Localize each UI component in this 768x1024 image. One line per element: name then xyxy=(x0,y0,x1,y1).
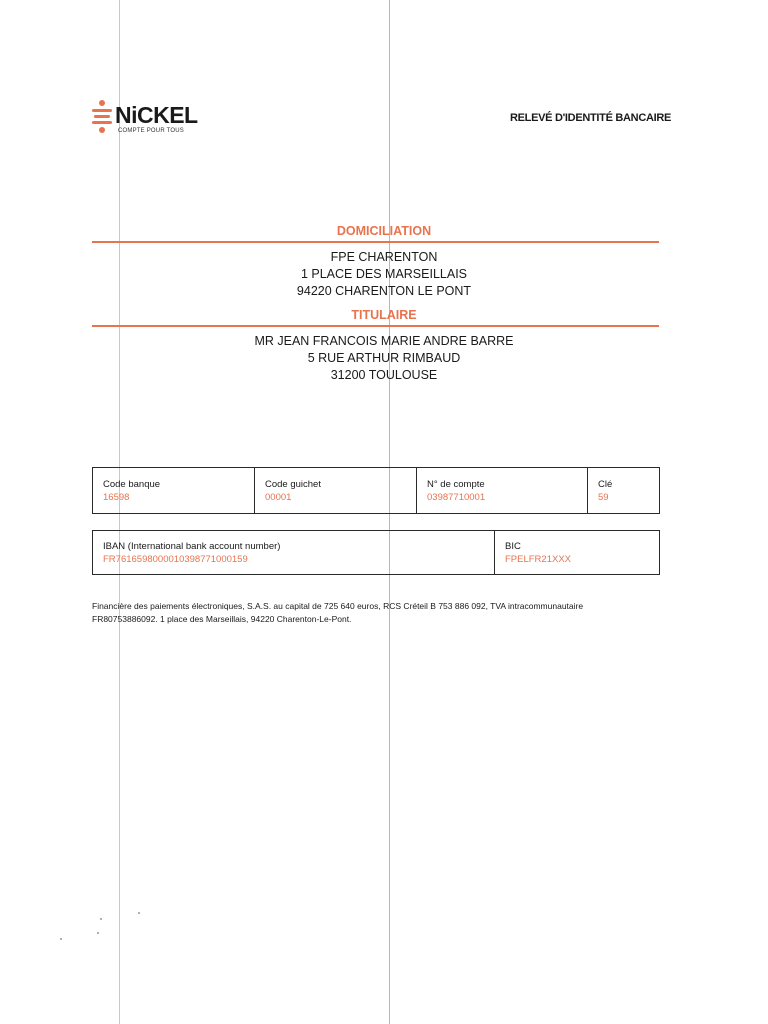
titulaire-line-3: 31200 TOULOUSE xyxy=(330,368,438,382)
document-title: RELEVÉ D'IDENTITÉ BANCAIRE xyxy=(510,112,672,124)
iban-label: IBAN (International bank account number) xyxy=(103,541,281,552)
logo-name: NiCKEL xyxy=(115,102,198,128)
numero-compte-cell xyxy=(416,468,587,513)
code-banque-cell xyxy=(93,468,254,513)
cle-cell xyxy=(587,468,659,513)
numero-compte-value: 03987710001 xyxy=(427,492,486,503)
code-banque-label: Code banque xyxy=(103,479,161,490)
scan-speck xyxy=(97,932,99,934)
bic-value: FPELFR21XXX xyxy=(505,554,571,565)
numero-compte-label: N° de compte xyxy=(427,479,485,490)
scan-speck xyxy=(138,912,140,914)
domiciliation-heading: DOMICILIATION xyxy=(336,224,432,238)
titulaire-line-1: MR JEAN FRANCOIS MARIE ANDRE BARRE xyxy=(254,334,514,348)
iban-value: FR7616598000010398771000159 xyxy=(103,554,248,565)
code-guichet-label: Code guichet xyxy=(265,479,321,490)
iban-bic-table xyxy=(92,530,660,575)
code-guichet-value: 00001 xyxy=(265,492,292,503)
domiciliation-line-3: 94220 CHARENTON LE PONT xyxy=(296,284,472,298)
bank-codes-table xyxy=(92,467,660,514)
cle-value: 59 xyxy=(598,492,609,503)
domiciliation-line-1: FPE CHARENTON xyxy=(330,250,438,264)
legal-footer-line-2: FR80753886092. 1 place des Marseillais, 94220 Charenton-Le-Pont. xyxy=(92,614,352,624)
iban-cell xyxy=(93,531,494,574)
domiciliation-divider xyxy=(92,241,659,243)
bic-label: BIC xyxy=(505,541,521,552)
code-guichet-cell xyxy=(254,468,416,513)
legal-footer xyxy=(92,600,652,626)
nickel-logo-mark-icon xyxy=(92,100,112,134)
scan-speck xyxy=(100,918,102,920)
cle-label: Clé xyxy=(598,479,613,490)
titulaire-line-2: 5 RUE ARTHUR RIMBAUD xyxy=(307,351,461,365)
logo-tagline: COMPTE POUR TOUS xyxy=(118,128,184,134)
code-banque-value: 16598 xyxy=(103,492,130,503)
domiciliation-line-2: 1 PLACE DES MARSEILLAIS xyxy=(300,267,468,281)
nickel-logo xyxy=(88,96,228,144)
legal-footer-line-1: Financière des paiements électroniques, S.A.S. au capital de 725 640 euros, RCS Créteil B 753 886 092, TVA intracommunautaire xyxy=(92,601,584,611)
scan-speck xyxy=(60,938,62,940)
bic-cell xyxy=(494,531,659,574)
titulaire-heading: TITULAIRE xyxy=(351,308,417,322)
titulaire-divider xyxy=(92,325,659,327)
